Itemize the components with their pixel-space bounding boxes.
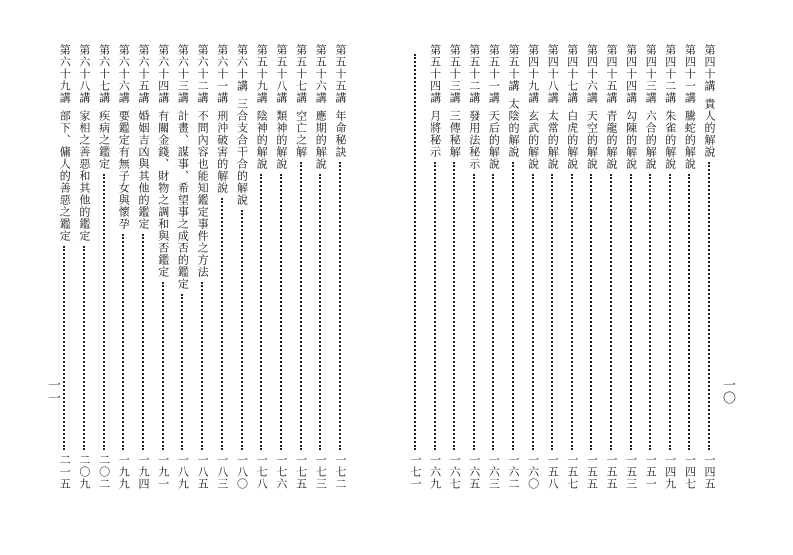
lecture-title: 發用法秘示 [467, 110, 481, 170]
dot-leader [181, 294, 183, 450]
page-number: 一五三 [624, 454, 638, 490]
lecture-number: 第六十八講 [77, 44, 91, 104]
page-number: 一四九 [663, 454, 677, 490]
page-number: 一九四 [137, 454, 150, 490]
page-number: 一六七 [448, 454, 462, 490]
toc-entry [294, 44, 308, 490]
lecture-number: 第五十九講 [255, 44, 269, 104]
dot-leader [339, 162, 341, 450]
toc-entry [467, 44, 481, 490]
page-number: 一八三 [215, 454, 229, 490]
lecture-title: 空亡之解 [294, 110, 308, 158]
lecture-number: 第四十八講 [546, 44, 560, 104]
toc-entry [195, 44, 209, 490]
toc-entry [97, 44, 111, 490]
toc-entry [428, 44, 442, 490]
lecture-number: 第六十七講 [97, 44, 111, 104]
toc-entry [274, 44, 288, 490]
lecture-title: 疾病之鑑定 [97, 110, 111, 170]
lecture-number: 第四十四講 [624, 44, 638, 104]
toc-entry [254, 44, 268, 490]
dot-leader [669, 174, 671, 450]
lecture-number: 第四十九講 [526, 44, 540, 104]
toc-entry [526, 44, 540, 490]
lecture-title: 天空的解說 [585, 110, 599, 170]
dot-leader [610, 174, 612, 450]
dot-leader [649, 174, 651, 450]
toc-entry [313, 44, 327, 490]
lecture-number: 第五十六講 [314, 44, 328, 104]
dot-leader [630, 174, 632, 450]
page-number: 一五五 [605, 454, 618, 490]
lecture-title: 要鑑定有無子女與懷孕 [117, 110, 131, 230]
lecture-title: 青龍的解說 [605, 110, 618, 170]
toc-entry [116, 44, 130, 490]
page-number: 一九九 [117, 454, 131, 490]
dot-leader [142, 234, 144, 450]
lecture-title: 年命秘訣 [334, 110, 347, 158]
toc-entry [702, 44, 716, 490]
dot-leader [434, 162, 436, 450]
page-number: 二〇二 [97, 454, 111, 490]
toc-entry [624, 44, 638, 490]
lecture-number: 第五十五講 [334, 44, 347, 104]
dot-leader [300, 162, 302, 450]
toc-entry [408, 44, 422, 490]
lecture-number: 第五十七講 [294, 44, 308, 104]
page-number: 一六五 [467, 454, 481, 490]
page-number: 一七一 [409, 454, 422, 490]
lecture-number: 第六十九講 [58, 44, 72, 104]
lecture-title: 三合支合干合的解說 [235, 98, 249, 206]
lecture-number: 第四十一講 [683, 44, 697, 104]
lecture-number: 第五十三講 [448, 44, 462, 104]
dot-leader [63, 246, 65, 450]
page-number: 一六〇 [526, 454, 540, 490]
toc-entry [643, 44, 657, 490]
toc-entry [156, 44, 170, 490]
lecture-title: 天后的解說 [487, 110, 501, 170]
lecture-title: 家相之善惡和其他的鑑定 [77, 110, 91, 242]
lecture-number: 第六十四講 [156, 44, 170, 104]
lecture-title: 玄武的解說 [526, 110, 540, 170]
lecture-number: 第四十三講 [644, 44, 658, 104]
dot-leader [201, 282, 203, 450]
dot-leader [162, 282, 164, 450]
lecture-title: 太陰的解說 [507, 98, 520, 158]
lecture-title: 白虎的解說 [565, 110, 579, 170]
lecture-title: 類神的解說 [274, 110, 288, 170]
dot-leader [83, 246, 85, 450]
toc-entry [604, 44, 618, 490]
lecture-number: 第六十一講 [215, 44, 229, 104]
toc-entry [486, 44, 500, 490]
lecture-number: 第四十五講 [605, 44, 618, 104]
dot-leader [280, 174, 282, 450]
lecture-title: 有關金錢、財物之調和與否鑑定 [156, 110, 170, 278]
dot-leader [551, 174, 553, 450]
lecture-title: 部下、傭人的善惡之鑑定 [58, 110, 72, 242]
toc-entry [663, 44, 677, 490]
lecture-number: 第五十講 [507, 44, 520, 92]
toc-entry [447, 44, 461, 490]
lecture-title: 太常的解說 [546, 110, 560, 170]
dot-leader [122, 234, 124, 450]
toc-entry [545, 44, 559, 490]
page-number: 一六三 [487, 454, 501, 490]
lecture-number: 第五十二講 [467, 44, 481, 104]
lecture-number: 第六十五講 [137, 44, 150, 104]
toc-entry [175, 44, 189, 490]
lecture-number: 第五十八講 [274, 44, 288, 104]
lecture-number: 第六十講 [235, 44, 249, 92]
lecture-title: 不問內容也能知鑑定事件之方法 [196, 110, 210, 278]
page-number: 一七二 [334, 454, 347, 490]
dot-leader [590, 174, 592, 450]
page-number: 一九一 [156, 454, 170, 490]
page-number: 一八五 [196, 454, 210, 490]
lecture-title: 勾陳的解說 [624, 110, 638, 170]
dot-leader [414, 54, 416, 450]
toc-entry [584, 44, 598, 490]
page-number: 一四七 [683, 454, 697, 490]
lecture-title: 陰神的解說 [255, 110, 269, 170]
lecture-number: 第四十二講 [663, 44, 677, 104]
page-number: 一六二 [507, 454, 520, 490]
lecture-number: 第四十講 [703, 44, 716, 92]
page-number: 一四五 [703, 454, 716, 490]
lecture-number: 第四十七講 [565, 44, 579, 104]
toc-entry [136, 44, 150, 490]
dot-leader [221, 198, 223, 450]
lecture-title: 月將秘示 [428, 110, 442, 158]
lecture-number: 第六十三講 [176, 44, 190, 104]
page-number: 二一五 [58, 454, 72, 490]
lecture-title: 應期的解說 [314, 110, 328, 170]
page-number: 一五七 [565, 454, 579, 490]
lecture-title: 婚姻吉凶與其他的鑑定 [137, 110, 150, 230]
page-number: 一八〇 [235, 454, 249, 490]
dot-leader [688, 174, 690, 450]
dot-leader [453, 162, 455, 450]
page-number: 一七八 [255, 454, 269, 490]
dot-leader [492, 174, 494, 450]
dot-leader [319, 174, 321, 450]
page-number: 一八九 [176, 454, 190, 490]
page-number: 一五一 [644, 454, 658, 490]
right-page-folio: 一〇 [720, 378, 735, 404]
dot-leader [241, 210, 243, 450]
dot-leader [532, 174, 534, 450]
page-number: 一六九 [428, 454, 442, 490]
lecture-title: 三傳秘解 [448, 110, 462, 158]
lecture-title: 貴人的解說 [703, 98, 716, 158]
left-page-folio: 一一 [45, 378, 60, 404]
lecture-number: 第六十六講 [117, 44, 131, 104]
toc-entry [682, 44, 696, 490]
toc-entry [77, 44, 91, 490]
toc-entry [565, 44, 579, 490]
dot-leader [260, 174, 262, 450]
lecture-title: 計畫、謀事、希望事之成否的鑑定 [176, 110, 190, 290]
lecture-number: 第六十二講 [196, 44, 210, 104]
page-number: 一七六 [274, 454, 288, 490]
page-number: 一七三 [314, 454, 328, 490]
lecture-title: 朱雀的解說 [663, 110, 677, 170]
page-number: 一五五 [585, 454, 599, 490]
dot-leader [473, 174, 475, 450]
toc-entry [235, 44, 249, 490]
toc-entry [57, 44, 71, 490]
toc-entry [506, 44, 520, 490]
dot-leader [708, 162, 710, 450]
page-number: 一七五 [294, 454, 308, 490]
lecture-number: 第五十一講 [487, 44, 501, 104]
lecture-title: 刑沖破害的解說 [215, 110, 229, 194]
lecture-number: 第五十四講 [428, 44, 442, 104]
lecture-title: 騰蛇的解說 [683, 110, 697, 170]
lecture-title: 六合的解說 [644, 110, 658, 170]
toc-entry [215, 44, 229, 490]
lecture-number: 第四十六講 [585, 44, 599, 104]
page-number: 二〇九 [77, 454, 91, 490]
page-number: 一五八 [546, 454, 560, 490]
dot-leader [571, 174, 573, 450]
dot-leader [512, 162, 514, 450]
toc-entry [333, 44, 347, 490]
dot-leader [103, 174, 105, 450]
